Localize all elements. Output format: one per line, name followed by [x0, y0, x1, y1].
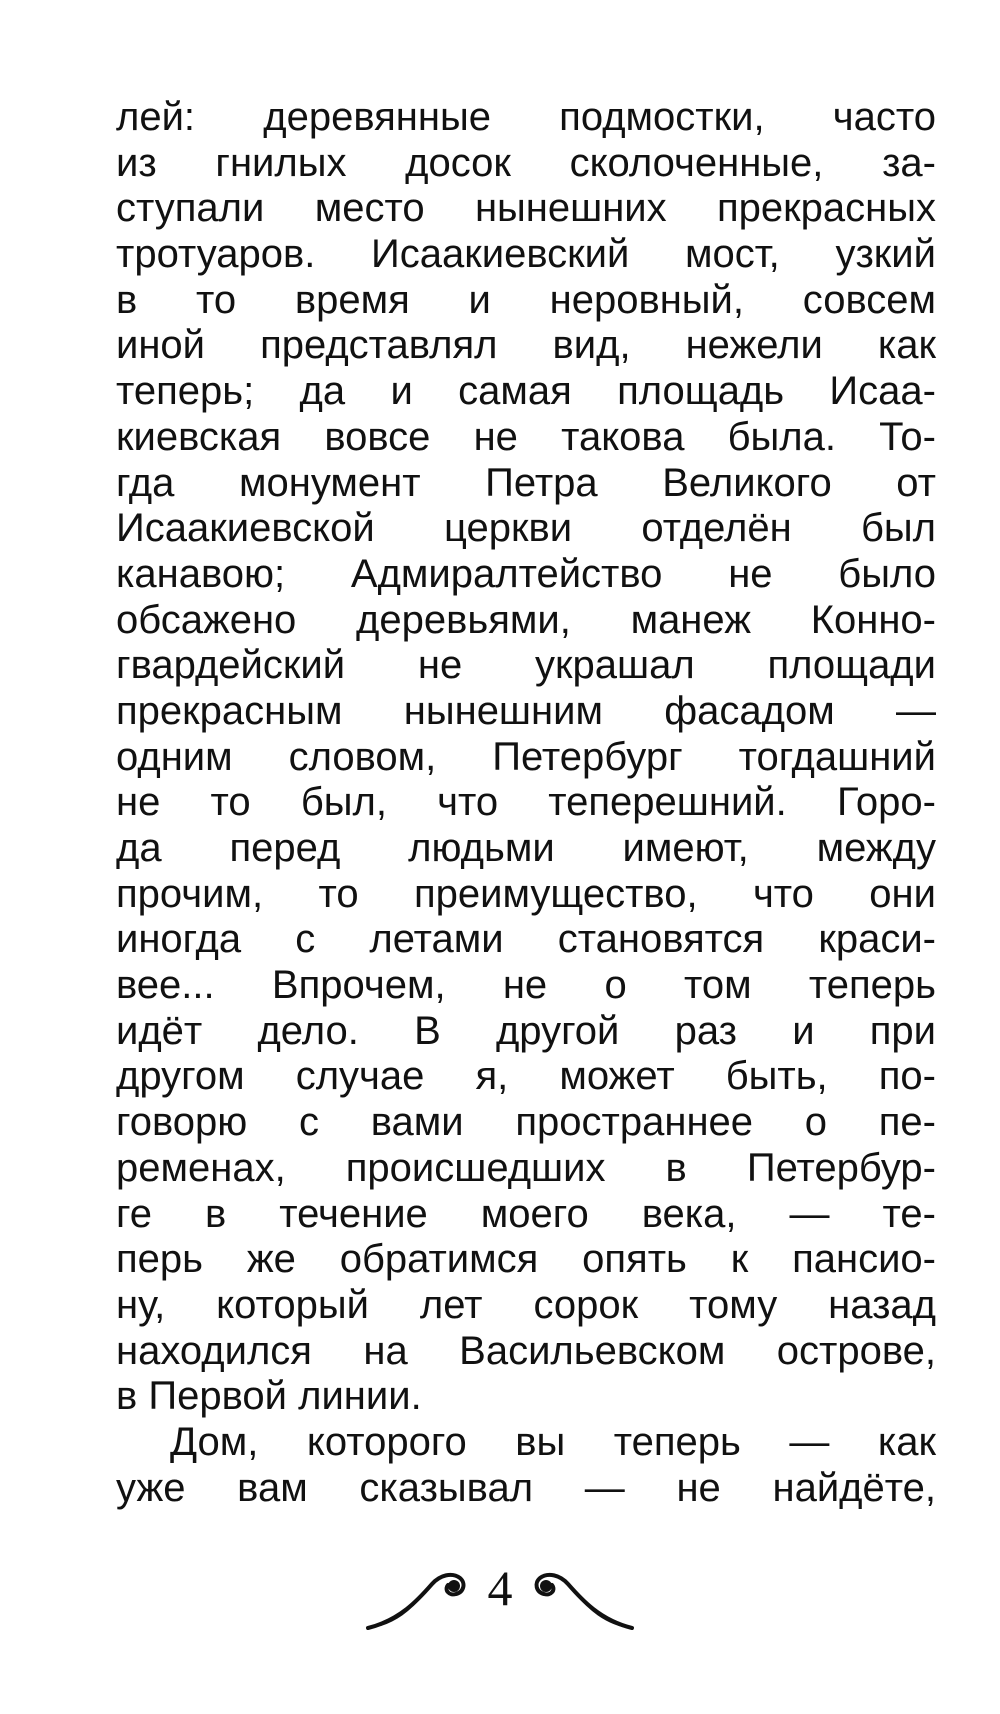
text-line: не то был, что теперешний. Горо-: [116, 780, 936, 825]
text-line: прекрасным нынешним фасадом —: [116, 688, 936, 733]
text-line: обсажено деревьями, манеж Конно-: [116, 597, 936, 642]
text-line: лей: деревянные подмостки, часто: [116, 95, 936, 139]
page-number: 4: [487, 1560, 513, 1616]
text-line: находился на Васильевском острове,: [116, 1328, 936, 1373]
text-line: уже вам сказывал — не найдёте,: [116, 1465, 936, 1510]
text-line: другом случае я, может быть, по-: [116, 1054, 936, 1099]
text-line: гда монумент Петра Великого от: [116, 460, 936, 505]
text-line: иной представлял вид, нежели как: [116, 323, 936, 368]
text-line: идёт дело. В другой раз и при: [116, 1008, 936, 1053]
text-line: Исаакиевской церкви отделён был: [116, 506, 936, 551]
text-line: канавою; Адмиралтейство не было: [116, 551, 936, 596]
text-line: иногда с летами становятся краси-: [116, 917, 936, 962]
text-line-paragraph-end: в Первой линии.: [116, 1374, 422, 1419]
text-line: киевская вовсе не такова была. То-: [116, 414, 936, 459]
page-footer: [0, 1548, 1000, 1638]
text-line: в то время и неровный, совсем: [116, 277, 936, 322]
text-line: ременах, происшедших в Петербур-: [116, 1145, 936, 1190]
text-line: тротуаров. Исаакиевский мост, узкий: [116, 232, 936, 277]
text-line: вее... Впрочем, не о том теперь: [116, 963, 936, 1008]
text-line: ге в течение моего века, — те-: [116, 1191, 936, 1236]
text-line: да перед людьми имеют, между: [116, 826, 936, 870]
text-line: одним словом, Петербург тогдашний: [116, 734, 936, 779]
text-line-paragraph-start: Дом, которого вы теперь — как: [170, 1419, 936, 1464]
text-line: теперь; да и самая площадь Исаа-: [116, 369, 936, 414]
text-line: говорю с вами пространнее о пе-: [116, 1100, 936, 1145]
text-line: прочим, то преимущество, что они: [116, 871, 936, 916]
text-line: ступали место нынешних прекрасных: [116, 186, 936, 231]
text-line: гвардейский не украшал площади: [116, 643, 936, 688]
text-line: ну, который лет сорок тому назад: [116, 1282, 936, 1327]
text-line: из гнилых досок сколоченные, за-: [116, 140, 936, 185]
text-line: перь же обратимся опять к пансио-: [116, 1237, 936, 1282]
body-text: [116, 95, 936, 1511]
